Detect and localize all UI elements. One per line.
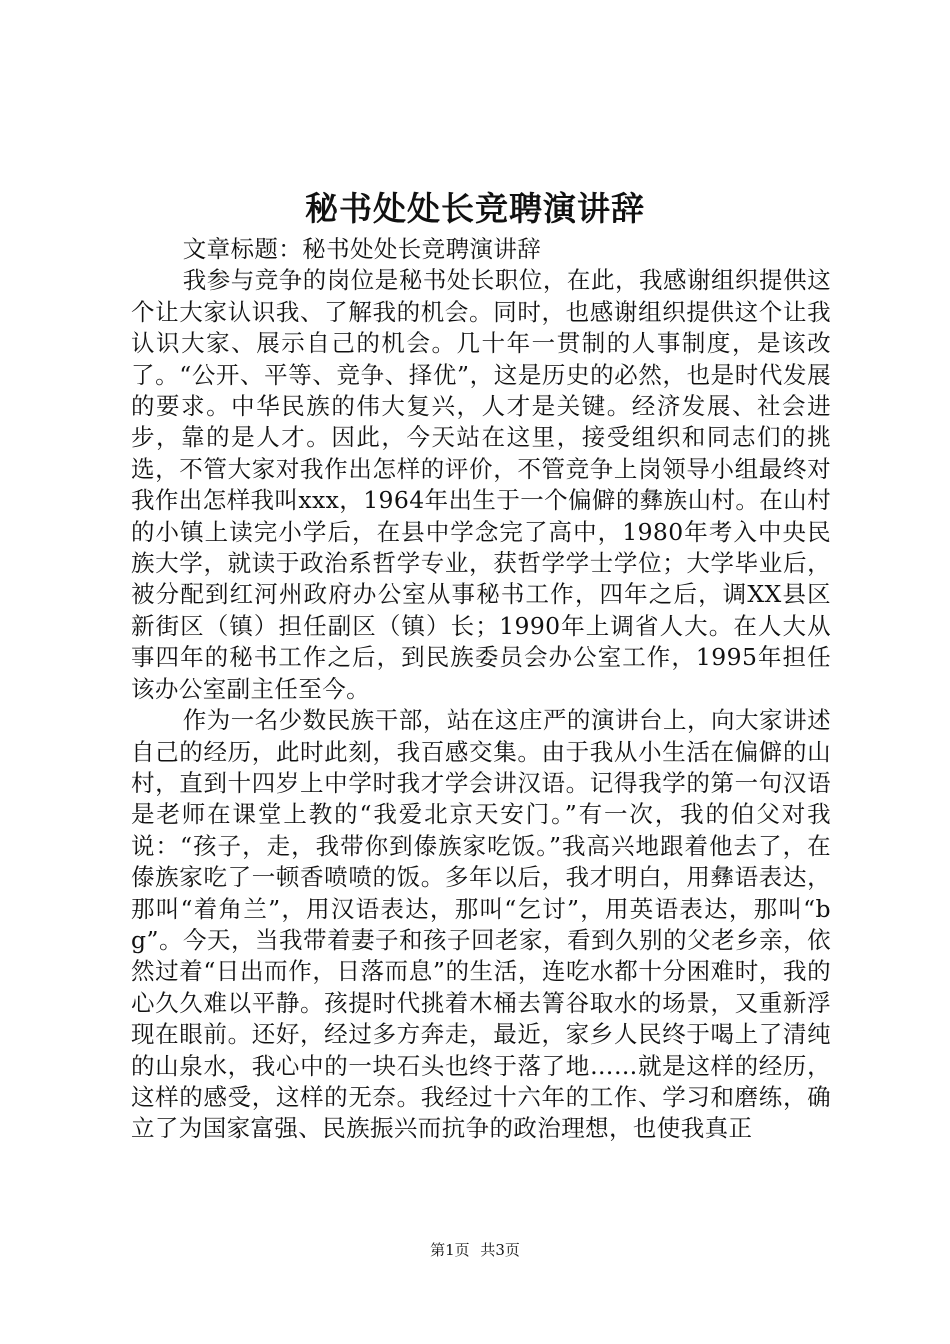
- document-title: 秘书处处长竞聘演讲辞: [305, 189, 645, 228]
- body-paragraph: 我参与竞争的岗位是秘书处长职位，在此，我感谢组织提供这个让大家认识我、了解我的机会。同时，也感谢组织提供这个让我认识大家、展示自己的机会。几十年一贯制的人事制度，是该改了。“公开、平等、竞争、择优”，这是历史的必然，也是时代发展的要求。中华民族的伟大复兴，人才是关键。经济发展、社会进步，靠的是人才。因此，今天站在这里，接受组织和同志们的挑选，不管大家对我作出怎样的评价，不管竞争上岗领导小组最终对我作出怎样我叫xxx，1964年出生于一个偏僻的彝族山村。在山村的小镇上读完小学后，在县中学念完了高中，1980年考入中央民族大学，就读于政治系哲学专业，获哲学学士学位；大学毕业后，被分配到红河州政府办公室从事秘书工作，四年之后，调XX县区新街区（镇）担任副区（镇）长；1990年上调省人大。在人大从事四年的秘书工作之后，到民族委员会办公室工作，1995年担任该办公室副主任至今。: [131, 266, 831, 703]
- article-title-line: 文章标题：秘书处处长竞聘演讲辞: [182, 235, 542, 263]
- page-total: 共3页: [480, 1241, 520, 1259]
- page-number: 第1页: [430, 1241, 470, 1259]
- page-footer: [0, 1240, 950, 1260]
- body-paragraph: 作为一名少数民族干部，站在这庄严的演讲台上，向大家讲述自己的经历，此时此刻，我百感交集。由于我从小生活在偏僻的山村，直到十四岁上中学时我才学会讲汉语。记得我学的第一句汉语是老师在课堂上教的“我爱北京天安门。”有一次，我的伯父对我说：“孩子，走，我带你到傣族家吃饭。”我高兴地跟着他去了，在傣族家吃了一顿香喷喷的饭。多年以后，我才明白，用彝语表达，那叫“着角兰”，用汉语表达，那叫“乞讨”，用英语表达，那叫“bg”。今天，当我带着妻子和孩子回老家，看到久别的父老乡亲，依然过着“日出而作，日落而息”的生活，连吃水都十分困难时，我的心久久难以平静。孩提时代挑着木桶去箐谷取水的场景，又重新浮现在眼前。还好，经过多方奔走，最近，家乡人民终于喝上了清纯的山泉水，我心中的一块石头也终于落了地……就是这样的经历，这样的感受，这样的无奈。我经过十六年的工作、学习和磨练，确立了为国家富强、民族振兴而抗争的政治理想，也使我真正: [131, 706, 831, 1143]
- document-body: [131, 234, 831, 1145]
